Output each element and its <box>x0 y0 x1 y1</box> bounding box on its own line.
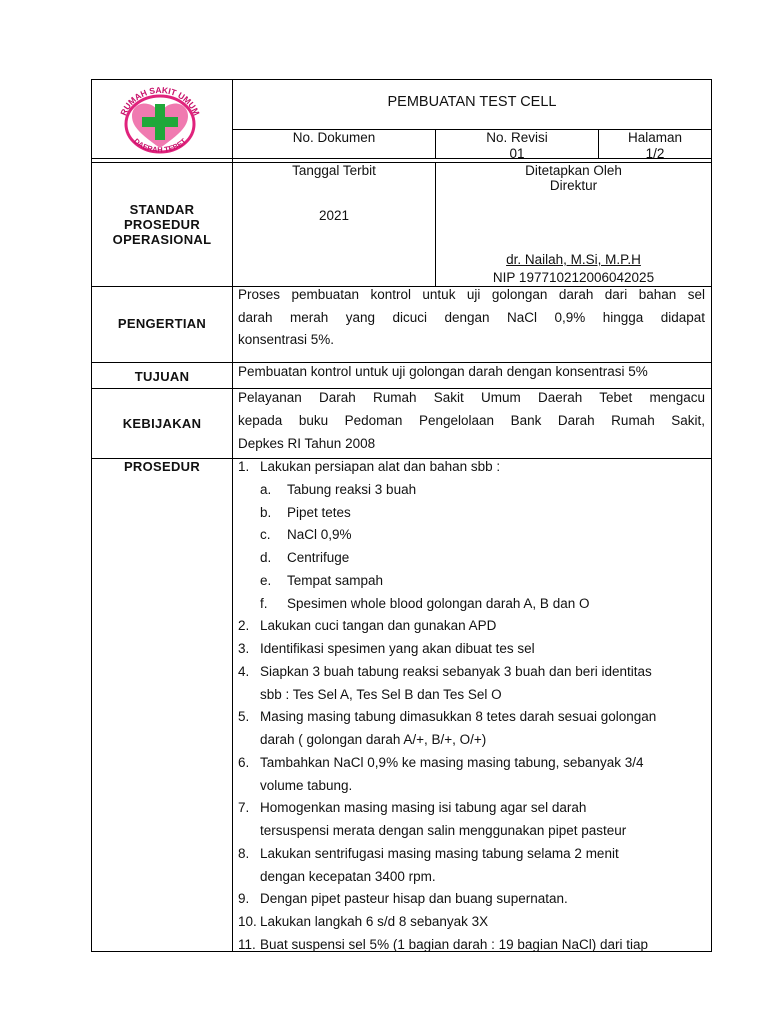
prosedur-item-number: b. <box>260 505 272 520</box>
logo-text-bottom: DAERAH TEBET <box>131 136 189 155</box>
no-dokumen-label: No. Dokumen <box>292 130 376 145</box>
prosedur-item-number: 7. <box>238 800 250 815</box>
prosedur-item-text: Lakukan cuci tangan dan gunakan APD <box>260 618 497 633</box>
ditetapkan-label: Ditetapkan Oleh <box>525 163 622 178</box>
prosedur-item-text: Homogenkan masing masing isi tabung agar sel darah <box>260 800 587 815</box>
prosedur-item-text: Pipet tetes <box>287 505 351 520</box>
table-border-top <box>91 79 712 80</box>
prosedur-item-text: volume tabung. <box>260 778 353 793</box>
prosedur-item-text: sbb : Tes Sel A, Tes Sel B dan Tes Sel O <box>260 687 502 702</box>
prosedur-item-number: 1. <box>238 459 250 474</box>
prosedur-item-text: NaCl 0,9% <box>287 527 352 542</box>
prosedur-item-text: Tambahkan NaCl 0,9% ke masing masing tabung, sebanyak 3/4 <box>260 755 644 770</box>
halaman-value: 1/2 <box>645 146 665 161</box>
prosedur-item-number: d. <box>260 550 272 565</box>
prosedur-item-number: a. <box>260 482 272 497</box>
halaman-label: Halaman <box>627 130 683 145</box>
ditetapkan-role: Direktur <box>549 178 598 193</box>
signer-nip: NIP 197710212006042025 <box>492 270 655 285</box>
kebijakan-line-2: kepada buku Pedoman Pengelolaan Bank Darah Rumah Sakit, <box>238 413 705 428</box>
pengertian-line-3: konsentrasi 5%. <box>238 332 335 347</box>
tanggal-terbit-value: 2021 <box>318 208 350 223</box>
hospital-logo <box>110 82 210 160</box>
sop-label-line2: PROSEDUR <box>123 217 201 232</box>
kebijakan-label: KEBIJAKAN <box>122 416 202 431</box>
signer-name: dr. Nailah, M.Si, M.P.H <box>506 252 641 267</box>
prosedur-item-text: Siapkan 3 buah tabung reaksi sebanyak 3 buah dan beri identitas <box>260 664 652 679</box>
kebijakan-line-3: Depkes RI Tahun 2008 <box>238 436 376 451</box>
prosedur-item-text: dengan kecepatan 3400 rpm. <box>260 869 436 884</box>
prosedur-item-text: Lakukan sentrifugasi masing masing tabung selama 2 menit <box>260 846 619 861</box>
prosedur-item-number: f. <box>260 596 268 611</box>
prosedur-item-text: Centrifuge <box>287 550 350 565</box>
cross-icon-horizontal <box>142 117 178 127</box>
tanggal-terbit-label: Tanggal Terbit <box>292 163 376 178</box>
prosedur-item-number: c. <box>260 527 271 542</box>
pengertian-row-bottom <box>91 362 712 363</box>
no-revisi-label: No. Revisi <box>486 130 548 145</box>
prosedur-item-text: tersuspensi merata dengan salin menggunakan pipet pasteur <box>260 823 627 838</box>
no-revisi-value: 01 <box>509 146 525 161</box>
prosedur-item-text: Spesimen whole blood golongan darah A, B dan O <box>287 596 590 611</box>
prosedur-item-text: Buat suspensi sel 5% (1 bagian darah : 19 bagian NaCl) dari tiap <box>260 937 648 952</box>
table-border-right <box>711 79 712 952</box>
pengertian-line-2: darah merah yang dicuci dengan NaCl 0,9% hingga didapat <box>238 310 705 325</box>
prosedur-item-text: Dengan pipet pasteur hisap dan buang supernatan. <box>260 891 568 906</box>
prosedur-item-number: 4. <box>238 664 250 679</box>
pengertian-line-1: Proses pembuatan kontrol untuk uji golongan darah dari bahan sel <box>238 287 705 302</box>
prosedur-item-number: 11. <box>238 937 256 952</box>
tujuan-label: TUJUAN <box>134 369 190 384</box>
prosedur-item-number: e. <box>260 573 272 588</box>
tujuan-text: Pembuatan kontrol untuk uji golongan darah dengan konsentrasi 5% <box>238 364 648 379</box>
sop-label-line1: STANDAR <box>129 202 195 217</box>
prosedur-item-text: Identifikasi spesimen yang akan dibuat tes sel <box>260 641 535 656</box>
document-title: PEMBUATAN TEST CELL <box>387 94 557 110</box>
prosedur-item-number: 8. <box>238 846 250 861</box>
pengertian-label: PENGERTIAN <box>117 316 207 331</box>
prosedur-item-text: Tabung reaksi 3 buah <box>287 482 417 497</box>
prosedur-item-text: Tempat sampah <box>287 573 384 588</box>
prosedur-item-number: 5. <box>238 709 250 724</box>
prosedur-item-number: 9. <box>238 891 250 906</box>
prosedur-item-text: Lakukan langkah 6 s/d 8 sebanyak 3X <box>260 914 489 929</box>
prosedur-item-number: 2. <box>238 618 250 633</box>
logo-text-top: RUMAH SAKIT UMUM <box>118 84 202 118</box>
prosedur-item-text: Masing masing tabung dimasukkan 8 tetes darah sesuai golongan <box>260 709 657 724</box>
prosedur-label: PROSEDUR <box>123 459 201 474</box>
prosedur-item-text: Lakukan persiapan alat dan bahan sbb : <box>260 459 501 474</box>
kebijakan-line-1: Pelayanan Darah Rumah Sakit Umum Daerah Tebet mengacu <box>238 390 705 405</box>
sop-label-line3: OPERASIONAL <box>112 232 212 247</box>
prosedur-item-text: darah ( golongan darah A/+, B/+, O/+) <box>260 732 487 747</box>
prosedur-item-number: 10. <box>238 914 257 929</box>
prosedur-item-number: 3. <box>238 641 250 656</box>
prosedur-item-number: 6. <box>238 755 250 770</box>
